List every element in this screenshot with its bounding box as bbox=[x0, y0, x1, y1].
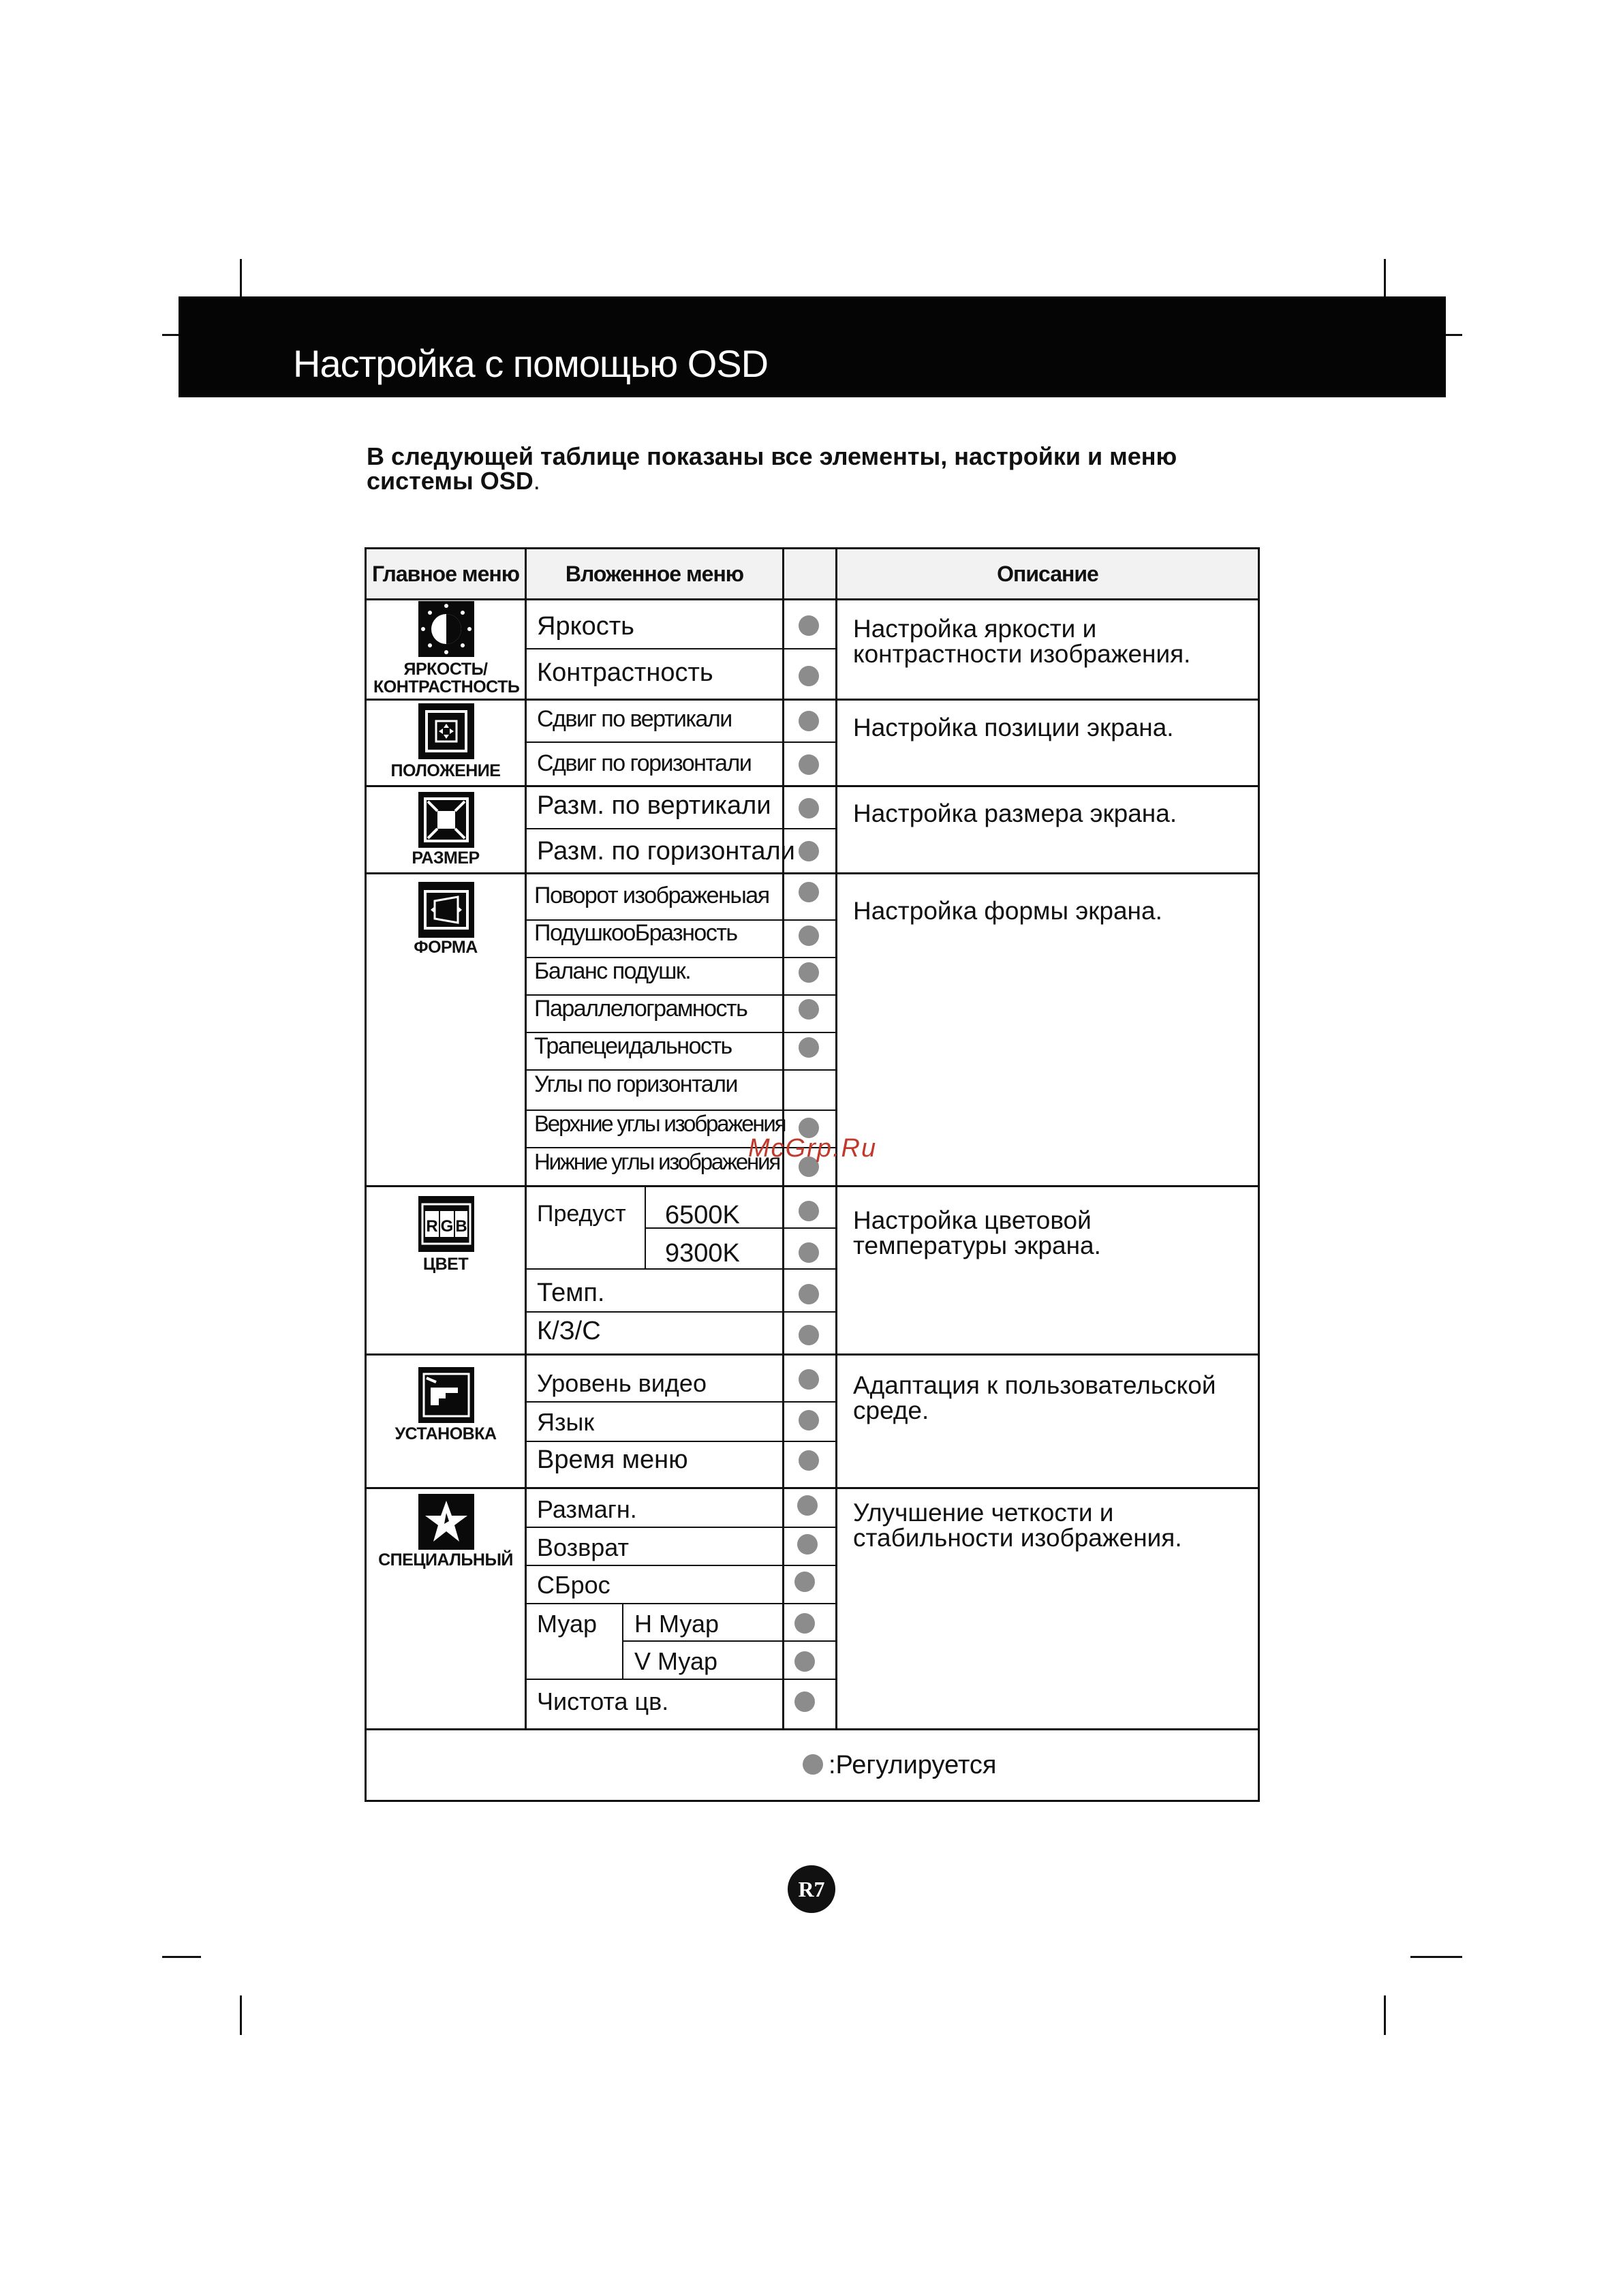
position-icon bbox=[418, 703, 474, 759]
submenu-item: Верхние углы изображения bbox=[534, 1111, 786, 1136]
adjustable-dot bbox=[794, 1572, 815, 1592]
adjustable-dot bbox=[799, 666, 819, 686]
menu-label-color: ЦВЕТ bbox=[422, 1255, 469, 1274]
legend-text: :Регулируется bbox=[829, 1751, 997, 1779]
adjustable-dot bbox=[799, 1284, 819, 1304]
adjustable-dot bbox=[799, 798, 819, 818]
shape-icon bbox=[418, 882, 474, 938]
adjustable-dot bbox=[794, 1692, 815, 1712]
submenu-item: Возврат bbox=[537, 1533, 629, 1561]
moire-label: Муар bbox=[537, 1610, 598, 1638]
legend-dot bbox=[803, 1754, 823, 1775]
submenu-item: Чистота цв. bbox=[537, 1687, 669, 1715]
crop-mark bbox=[162, 334, 179, 336]
adjustable-dot bbox=[799, 711, 819, 731]
page-number: R7 bbox=[788, 1865, 835, 1913]
submenu-item: Темп. bbox=[537, 1279, 605, 1307]
intro-end: . bbox=[533, 467, 540, 495]
menu-label-size: РАЗМЕР bbox=[412, 848, 480, 868]
submenu-item: Нижние углы изображения bbox=[534, 1149, 779, 1174]
submenu-item: Параллелограмность bbox=[534, 996, 747, 1022]
adjustable-dot bbox=[797, 1495, 818, 1516]
size-icon bbox=[418, 792, 474, 848]
svg-text:G: G bbox=[440, 1217, 454, 1236]
submenu-item: Поворот изображеныая bbox=[534, 883, 769, 908]
menu-label-brightness: ЯРКОСТЬ/ КОНТРАСТНОСТЬ bbox=[373, 660, 520, 697]
crop-mark bbox=[1384, 1995, 1386, 2035]
moire-item: Н Муар bbox=[634, 1610, 720, 1638]
adjustable-dot bbox=[799, 962, 819, 983]
adjustable-dot bbox=[794, 1651, 815, 1672]
submenu-item: Язык bbox=[537, 1408, 595, 1436]
submenu-item: Яркость bbox=[537, 612, 634, 641]
svg-text:R: R bbox=[426, 1217, 438, 1236]
menu-label-shape: ФОРМА bbox=[414, 938, 478, 957]
adjustable-dot bbox=[799, 1410, 819, 1430]
submenu-item: К/З/С bbox=[537, 1317, 601, 1345]
header-main-menu: Главное меню bbox=[371, 561, 520, 586]
submenu-item: Углы по горизонтали bbox=[534, 1071, 738, 1097]
title-bar bbox=[179, 296, 1446, 397]
description-size: Настройка размера экрана. bbox=[853, 799, 1177, 827]
adjustable-dot bbox=[794, 1613, 815, 1634]
submenu-item: Трапецеидальность bbox=[534, 1033, 732, 1059]
adjustable-dot bbox=[797, 1534, 818, 1555]
crop-mark bbox=[240, 259, 242, 296]
crop-mark bbox=[1410, 1956, 1462, 1958]
adjustable-dot bbox=[799, 925, 819, 946]
description-position: Настройка позиции экрана. bbox=[853, 714, 1174, 741]
submenu-item: ПодушкооБразность bbox=[534, 920, 737, 946]
submenu-item: Баланс подушк. bbox=[534, 958, 691, 984]
submenu-item: Время меню bbox=[537, 1445, 688, 1474]
intro-bold: В следующей таблице показаны все элементы, настройки и меню системы OSD bbox=[367, 442, 1177, 495]
submenu-item: Сдвиг по горизонтали bbox=[537, 750, 752, 776]
preset-value: 6500K bbox=[665, 1201, 740, 1229]
page-title: Настройка с помощью OSD bbox=[293, 342, 769, 385]
watermark: McGrp.Ru bbox=[748, 1134, 878, 1163]
adjustable-dot bbox=[799, 1201, 819, 1221]
moire-item: V Муар bbox=[634, 1647, 718, 1675]
adjustable-dot bbox=[799, 999, 819, 1020]
crop-mark bbox=[1446, 334, 1462, 336]
preset-value: 9300K bbox=[665, 1239, 740, 1268]
submenu-item: Разм. по вертикали bbox=[537, 791, 771, 820]
header-description: Описание bbox=[997, 561, 1098, 586]
description-shape: Настройка формы экрана. bbox=[853, 897, 1162, 925]
intro-text bbox=[367, 444, 1273, 493]
submenu-item: Размагн. bbox=[537, 1495, 637, 1523]
description-brightness: Настройка яркости и контрастности изображения. bbox=[853, 615, 1191, 668]
crop-mark bbox=[162, 1956, 201, 1958]
header-submenu: Вложенное меню bbox=[565, 561, 744, 586]
description-special: Улучшение четкости и стабильности изображения. bbox=[853, 1499, 1182, 1552]
rgb-color-icon bbox=[418, 1196, 474, 1252]
menu-label-position: ПОЛОЖЕНИЕ bbox=[390, 761, 501, 780]
description-setup: Адаптация к пользовательской среде. bbox=[853, 1371, 1216, 1424]
setup-hand-icon bbox=[418, 1367, 474, 1423]
description-color: Настройка цветовой температуры экрана. bbox=[853, 1206, 1101, 1259]
brightness-contrast-icon bbox=[418, 601, 474, 657]
submenu-item: Контрастность bbox=[537, 658, 713, 687]
adjustable-dot bbox=[799, 1325, 819, 1345]
special-star-icon bbox=[418, 1494, 474, 1550]
submenu-item: Разм. по горизонтали bbox=[537, 837, 795, 866]
adjustable-dot bbox=[799, 1037, 819, 1058]
adjustable-dot bbox=[799, 841, 819, 861]
crop-mark bbox=[240, 1995, 242, 2035]
submenu-item: Сдвиг по вертикали bbox=[537, 706, 732, 732]
adjustable-dot bbox=[799, 1242, 819, 1263]
adjustable-dot bbox=[799, 882, 819, 902]
adjustable-dot bbox=[799, 615, 819, 636]
adjustable-dot bbox=[799, 1450, 819, 1471]
crop-mark bbox=[1384, 259, 1386, 296]
submenu-item: Уровень видео bbox=[537, 1369, 707, 1397]
preset-label: Предуст bbox=[537, 1201, 626, 1227]
menu-label-special: СПЕЦИАЛЬНЫЙ bbox=[378, 1550, 513, 1570]
adjustable-dot bbox=[799, 1369, 819, 1390]
osd-menu-table bbox=[365, 547, 1260, 1802]
submenu-item: СБрос bbox=[537, 1571, 610, 1599]
menu-label-setup: УСТАНОВКА bbox=[395, 1424, 497, 1443]
adjustable-dot bbox=[799, 754, 819, 775]
svg-text:B: B bbox=[455, 1217, 467, 1236]
